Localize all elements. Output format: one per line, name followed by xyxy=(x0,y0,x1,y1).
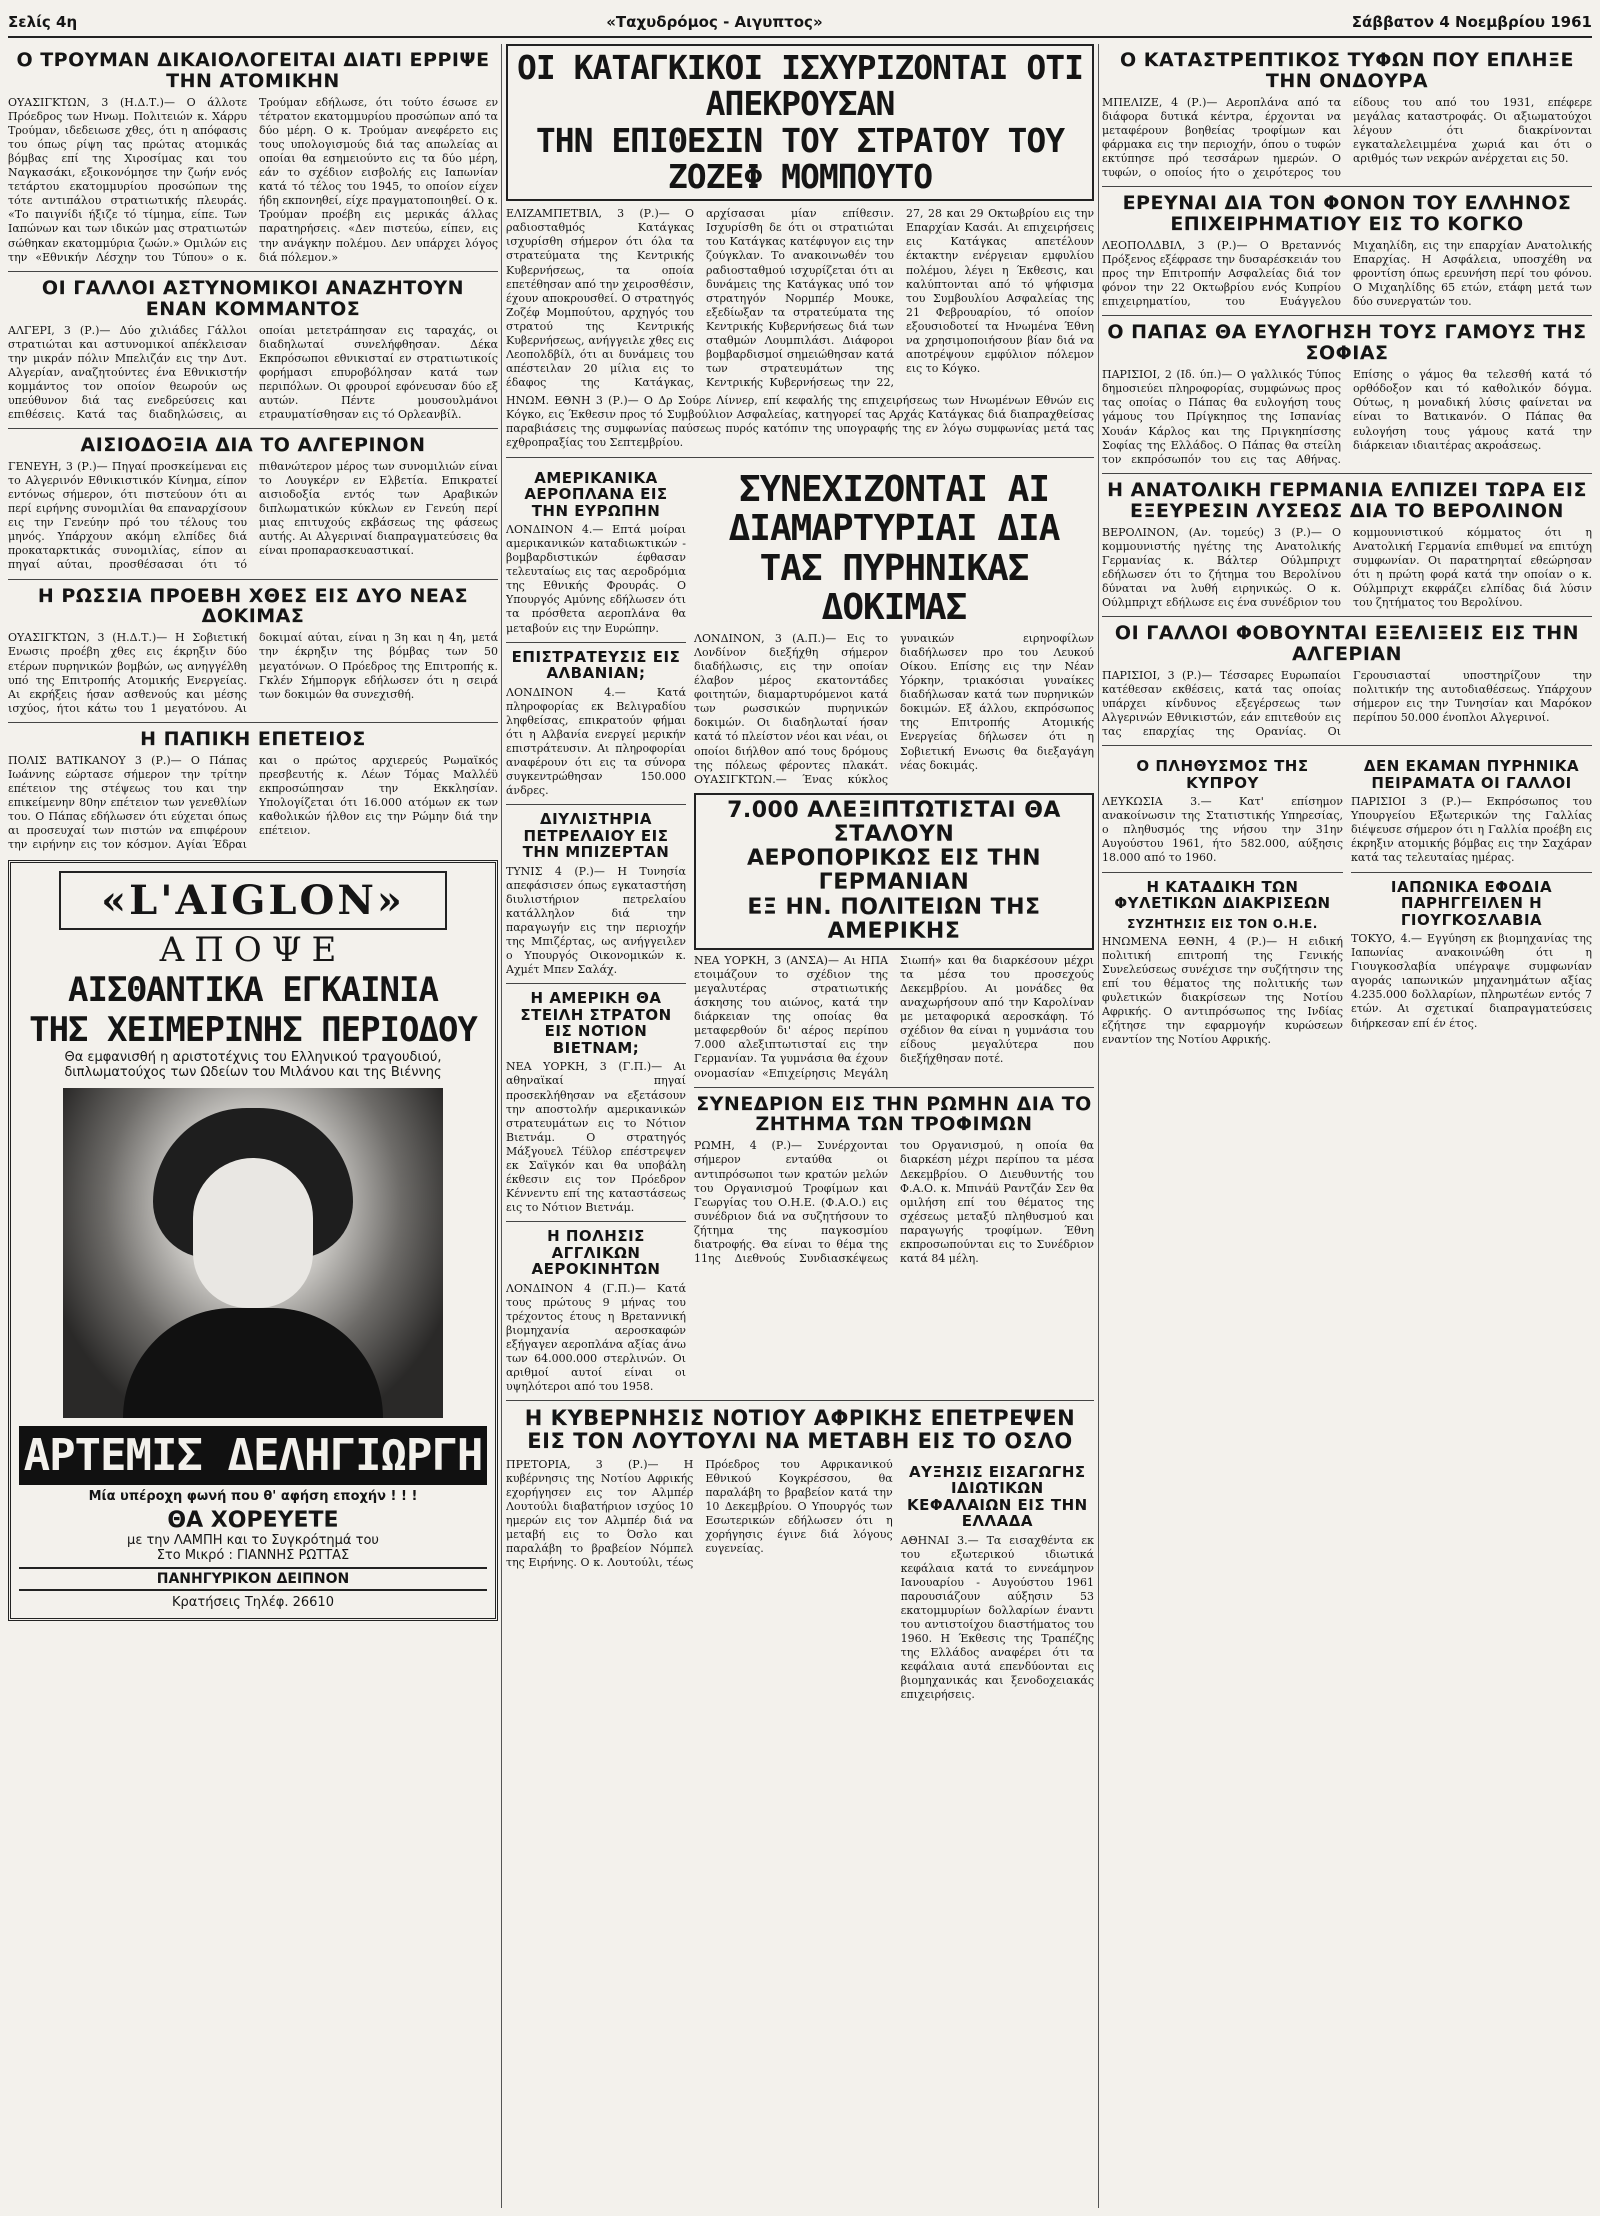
headline-french-algeria: ΟΙ ΓΑΛΛΟΙ ΦΟΒΟΥΝΤΑΙ ΕΞΕΛΙΞΕΙΣ ΕΙΣ ΤΗΝ ΑΛΓΕΡΙΑΝ xyxy=(1114,622,1580,665)
divider xyxy=(694,1087,1094,1088)
headline-refinery: ΔΙΥΛΙΣΤΗΡΙΑ ΠΕΤΡΕΛΑΙΟΥ ΕΙΣ ΤΗΝ ΜΠΙΖΕΡΤΑΝ xyxy=(522,810,670,862)
divider xyxy=(506,983,686,984)
article-vietnam: ΝΕΑ ΥΟΡΚΗ, 3 (Γ.Π.)— Αι αθηναϊκαί πηγαί προσεκλήθησαν να εξετάσουν την αποστολήν αμερικανικών στρατευμάτων εις το Νότιον Βιετνάμ. Ο στρατηγός Μάξγουελ Τέϋλορ επέστρεψεν εκ Σαϊγκόν και θα υποβάλη έκθεσιν εις τον Πρόεδρον Κέννεντυ επί της καταστάσεως εις το Νότιον Βιετνάμ. xyxy=(506,1060,686,1215)
headline-paratroopers-2: ΑΕΡΟΠΟΡΙΚΩΣ ΕΙΣ ΤΗΝ ΓΕΡΜΑΝΙΑΝ xyxy=(747,846,1041,896)
ad-voice: Μία υπέροχη φωνή που θ' αφήση εποχήν ! ! ! xyxy=(88,1489,418,1505)
divider xyxy=(8,579,498,580)
column-rule xyxy=(501,44,502,2208)
column-rule xyxy=(1098,44,1099,2208)
headline-rome-food: ΣΥΝΕΔΡΙΟΝ ΕΙΣ ΤΗΝ ΡΩΜΗΝ ΔΙΑ ΤΟ ΖΗΤΗΜΑ ΤΩΝ ΤΡΟΦΙΜΩΝ xyxy=(696,1092,1092,1136)
article-paratroopers: ΝΕΑ ΥΟΡΚΗ, 3 (ΑΝΣΑ)— Αι ΗΠΑ ετοιμάζουν το σχέδιον της μεγαλυτέρας στρατιωτικής άσκησης του αιώνος, κατά την διάρκειαν της οποίας θα μεταφερθούν δι' αέρος περίπου 7.000 αλεξιπτωτισταί εις την Γερμανίαν. Τα γυμνάσια θα έχουν ονομασίαν «Επιχείρησις Μεγάλη Σιωπή» και θα διαρκέσουν μέχρι τα μέσα του προσεχούς Δεκεμβρίου. Αι μονάδες θα αναχωρήσουν από την Καρολίναν με μεταφορικά αεροσκάφη. Τό σχέδιον θα είναι η γυμνάσια του είδους μεγαλύτερα που διεξήχθησαν ποτέ. xyxy=(694,953,1094,1080)
ad-brand: «L'AIGLON» xyxy=(59,871,447,930)
article-french-algeria: ΠΑΡΙΣΙΟΙ, 3 (Ρ.)— Τέσσαρες Ευρωπαίοι κατέθεσαν εκθέσεις, κατά τας οποίας υπάρχει κίνδυνος εξεγέρσεως των Αλγερινών Εθνικιστών, εάν επιτεθούν εις τας επαρχίας της Ορανίας. Οι Γερουσιασταί υποστηρίζουν την πολιτικήν της αυτοδιαθέσεως. Υπάρχουν σήμερον εις την Τυνησίαν και Μαρόκον περίπου 50.000 ένοπλοι Αλγερινοί. xyxy=(1102,668,1592,739)
divider xyxy=(8,722,498,723)
ad-orchestra: με την ΛΑΜΠΗ και το Συγκρότημά του xyxy=(127,1533,379,1549)
headline-greek-murder: ΕΡΕΥΝΑΙ ΔΙΑ ΤΟΝ ΦΟΝΟΝ ΤΟΥ ΕΛΛΗΝΟΣ ΕΠΙΧΕΙΡΗΜΑΤΙΟΥ ΕΙΣ ΤΟ ΚΟΓΚΟ xyxy=(1122,192,1572,236)
divider xyxy=(1102,745,1592,746)
headline-paratroopers-3: ΕΞ ΗΝ. ΠΟΛΙΤΕΙΩΝ ΤΗΣ ΑΜΕΡΙΚΗΣ xyxy=(747,894,1041,944)
divider xyxy=(1351,872,1592,873)
right-lower-row xyxy=(1102,752,1592,1047)
divider xyxy=(506,457,1094,458)
headline-french-nuclear: ΔΕΝ ΕΚΑΜΑΝ ΠΥΡΗΝΙΚΑ ΠΕΙΡΑΜΑΤΑ ΟΙ ΓΑΛΛΟΙ xyxy=(1363,757,1580,792)
divider xyxy=(8,271,498,272)
headline-papal-anniversary: Η ΠΑΠΙΚΗ ΕΠΕΤΕΙΟΣ xyxy=(140,727,366,750)
article-un-report: ΗΝΩΜ. ΕΘΝΗ 3 (Ρ.)— Ο Δρ Σούρε Λίννερ, επί κεφαλής της επιχειρήσεως των Ηνωμένων Εθνών εις Κόγκο, εις Έκθεσιν προς τό Συμβούλιον Ασφαλείας, κατηγορεί τας Αρχάς Κατάγκας διά διαπραχθείσας παραβιάσεις της συμφωνίας παύσεως πυρός κατόπιν της υπογραφής της εν λόγω συμφωνίας μετά τας εχθροπραξίας του Σεπτεμβρίου. xyxy=(506,394,1094,450)
right-lower-right xyxy=(1351,752,1592,1047)
center-right-subcolumn xyxy=(694,464,1094,1395)
main-headline-line1: ΟΙ ΚΑΤΑΓΚΙΚΟΙ ΙΣΧΥΡΙΖΟΝΤΑΙ ΟΤΙ ΑΠΕΚΡΟΥΣΑΝ xyxy=(516,48,1084,124)
headline-gallic-police: ΟΙ ΓΑΛΛΟΙ ΑΣΤΥΝΟΜΙΚΟΙ ΑΝΑΖΗΤΟΥΝ ΕΝΑΝ ΚΟΜΜΑΝΤΟΣ xyxy=(41,276,465,320)
divider xyxy=(506,1400,1094,1401)
singer-photo xyxy=(63,1088,443,1418)
ad-singer-name: ΑΡΤΕΜΙΣ ΔΕΛΗΓΙΩΡΓΗ xyxy=(19,1426,487,1485)
headline-japan-yugoslavia: ΙΑΠΩΝΙΚΑ ΕΦΟΔΙΑ ΠΑΡΗΓΓΕΙΛΕΝ Η ΓΙΟΥΓΚΟΣΛΑΒΙΑ xyxy=(1390,877,1553,929)
paratroopers-headline-box xyxy=(694,793,1094,950)
article-typhoon: ΜΠΕΛΙΖΕ, 4 (Ρ.)— Αεροπλάνα από τα διάφορα δυτικά κέντρα, έρχονται να μεταφέρουν βοηθείας τροφίμων και φάρμακα εις την περιοχήν, όπου ο τυφών εκτύπησε πρό τεσσάρων ημερών. Ο τυφών, ο οποίος ήτο ο χειρότερος του είδους του από του 1931, επέφερε μεγάλας καταστροφάς. Οι αξιωματούχοι λέγουν ότι διακρίνονται εγκαταλελειμμένα χωριά και ότι ο αριθμός των νεκρών ανέρχεται εις 50. xyxy=(1102,95,1592,180)
headline-us-planes: ΑΜΕΡΙΚΑΝΙΚΑ ΑΕΡΟΠΛΑΝΑ ΕΙΣ ΤΗΝ ΕΥΡΩΠΗΝ xyxy=(524,468,668,520)
south-africa-row xyxy=(506,1458,1094,1703)
imports-block xyxy=(901,1458,1094,1703)
ad-season: ΤΗΣ ΧΕΙΜΕΡΙΝΗΣ ΠΕΡΙΟΔΟΥ xyxy=(29,1010,477,1051)
ad-opening: ΑΙΣΘΑΝΤΙΚΑ ΕΓΚΑΙΝΙΑ xyxy=(68,970,438,1011)
article-japan-yugoslavia: ΤΟΚΥΟ, 4.— Εγγύηση εκ βιομηχανίας της Ιαπωνίας ανακοινώθη ότι η Γιουγκοσλαβία υπέγραψε συμφωνίαν αγοράς ιαπωνικών μηχανημάτων αξίας 4.235.000 δολλαρίων, πληρωτέων εντός 7 ετών. Αι σχετικαί διαπραγματεύσεις διήρκεσαν επί έν έτος. xyxy=(1351,932,1592,1030)
center-column xyxy=(506,44,1094,2208)
right-lower-left xyxy=(1102,752,1343,1047)
issue-date: Σάββατον 4 Νοεμβρίου 1961 xyxy=(1351,13,1592,31)
ad-description: Θα εμφανισθή η αριστοτέχνις του Ελληνικού τραγουδιού, διπλωματούχος των Ωδείων του Μιλάνου και της Βιέννης xyxy=(64,1050,442,1081)
ad-dinner: ΠΑΝΗΓΥΡΙΚΟΝ ΔΕΙΠΝΟΝ xyxy=(19,1567,487,1591)
article-rome-food: ΡΩΜΗ, 4 (Ρ.)— Συνέρχονται σήμερον ενταύθα οι αντιπρόσωποι των κρατών μελών του Οργανισμού Τροφίμων και Γεωργίας του Ο.Η.Ε. (Φ.Α.Ο.) εις συνέδριον διά να συζητήσουν το ζήτημα της παγκοσμίου διατροφής. Θα είναι το θέμα της 11ης Διεθνούς Συνδιασκέψεως του Οργανισμού, η οποία θα διαρκέση μέχρι περίπου τα μέσα Δεκεμβρίου. Ο Διευθυντής του Φ.Α.Ο. κ. Μπινάϋ Ραντζάν Σεν θα ομιλήση επί του θέματος της σχέσεως μεταξύ πληθυσμού και παραγωγής τροφίμων. Έθνη εκπροσωπούνται εις το Συνέδριον κατά 84 μέλη. xyxy=(694,1139,1094,1265)
ad-orchestra-small: Στο Μικρό : ΓΙΑΝΝΗΣ ΡΩΤΤΑΣ xyxy=(156,1548,350,1564)
headline-pope-wedding: Ο ΠΑΠΑΣ ΘΑ ΕΥΛΟΓΗΣΗ ΤΟΥΣ ΓΑΜΟΥΣ ΤΗΣ ΣΟΦΙΑΣ xyxy=(1107,321,1587,365)
article-pope-wedding: ΠΑΡΙΣΙΟΙ, 2 (Ιδ. ύπ.)— Ο γαλλικός Τύπος δημοσιεύει πληροφορίας, συμφώνως προς τας οποίας ο Πάπας θα ευλογήση τους γάμους του Πρίγκηπος της Ισπανίας Χουάν Κάρλος και της Πριγκηπίσσης Σοφίας της Ελλάδος. Ο Πάπας θα στείλη τον εκπρόσωπόν του εις τας Αθήνας. Επίσης ο γάμος θα τελεσθή κατά τό ορθόδοξον και τό καθολικόν δόγμα. Ούτως, η μοναδική λύσις φαίνεται να είναι το Βατικανόν. Ο Πάπας θα ευλογήση τους γάμους κατά την διάρκειαν ιδιαιτέρας ακροάσεως. xyxy=(1102,368,1592,466)
article-truman: ΟΥΑΣΙΓΚΤΩΝ, 3 (Η.Δ.Τ.)— Ο άλλοτε Πρόεδρος των Ηνωμ. Πολιτειών κ. Χάρρυ Τρούμαν, ιδεδειωσε χθες, ότι η απόφασις του όπως ρίψη τας πρώτας ατομικάς βόμβας επί της Χιροσίμας και του Ναγκασάκι, εξοικονόμησε την ζωήν ενός τετάρτου εκατομμυρίου προσώπων της τότε αντιπάλου στρατιωτικής πλευράς. «Το παιγνίδι ήξιζε τό τίμημα, είπε. Των Ιαπώνων και των ιδικών μας στρατιωτών σώθηκαν εκατομμύρια ζωών.» Ομιλών εις την «Εθνικήν Λέσχην του Τύπου» ο κ. Τρούμαν εδήλωσε, ότι τούτο έσωσε εν τέτρατον εκατομμυρίου προσώπων από τα δύο μέρη. Ο κ. Τρούμαν ανεφέρετο εις τους υπολογισμούς διά τας απωλείας αι οποίαι θα εσημειούντο εις τα δύο μέρη, εάν το σχέδιον εισβολής εις Ιαπωνίαν κατά τό τέλος του 1945, το οποίον είχεν ήδη εκπονηθεί, είχε πραγματοποιηθεί. Ο κ. Τρούμαν προέβη εις μερικάς άλλας παρατηρήσεις. «Δεν πιστεύω, είπεν, εις την ανάγκην πολέμου. Δεν υπάρχει λόγος διά πόλεμον.» xyxy=(8,95,498,264)
article-south-africa: ΠΡΕΤΟΡΙΑ, 3 (Ρ.)— Η κυβέρνησις της Νοτίου Αφρικής εχορήγησεν εις τον Αλμπέρ Λουτούλι διαβατήριον ισχύος 10 ημερών εις τον Αλμπέρ διά να μεταβή εις το Όσλο και παραλάβη το βραβείον Νόμπελ της Ειρήνης. Ο κ. Λουτούλι, τέως Πρόεδρος του Αφρικανικού Εθνικού Κογκρέσσου, θα παραλάβη το βραβείον κατά την 10 Δεκεμβρίου. Ο Υπουργός των Εσωτερικών εδήλωσεν ότι η χορήγησις έγινε διά λόγους ευγενείας. xyxy=(506,1457,893,1570)
article-greek-murder: ΛΕΟΠΟΛΔΒΙΛ, 3 (Ρ.)— Ο Βρεταννός Πρόξενος εξέφρασε την δυσαρέσκειάν του προς την Επιτροπήν Ασφαλείας διά τον φόνον την 22 Οκτωβρίου ενός Κυπρίου επιχειρηματίου, του Ευάγγελου Μιχαηλίδη, εις την επαρχίαν Ανατολικής Επαρχίας. Η Ασφάλεια, υποσχέθη να φροντίση όπως ερευνήση περί του φόνου. Ο Μιχαηλίδης 65 ετών, ετάφη μετά των δύο συνεργατών του. xyxy=(1102,239,1592,309)
page-number: Σελίς 4η xyxy=(8,13,78,31)
divider xyxy=(8,428,498,429)
divider xyxy=(1102,186,1592,187)
article-algeria-optimism: ΓΕΝΕΥΗ, 3 (Ρ.)— Πηγαί προσκείμεναι εις το Αλγερινόν Εθνικιστικόν Κίνημα, είπον εντόνως σήμερον, ότι πιστεύουν ότι αι περί ειρήνης συνομιλίαι θα επαναρχίσουν εις την Γενεύην πρό του τέλους του μηνός. Υπάρχουν ακόμη ελπίδες διά προκαταρκτικάς συνομιλίας, είπον αι πηγαί αύται, προσθέσασαι ότι τό πιθανώτερον μέρος των συνομιλιών είναι το Λουγκέρν εν Ελβετία. Επικρατεί αισιοδοξία εντός των Αραβικών διπλωματικών κύκλων εν Γενεύη περί μιας επιτυχούς εκβάσεως της φάσεως αυτής. Αι Αλγεριναί διαπραγματεύσεις θα είναι προπαρασκευαστικαί. xyxy=(8,459,498,572)
divider xyxy=(506,1221,686,1222)
article-refinery: ΤΥΝΙΣ 4 (Ρ.)— Η Τυνησία απεφάσισεν όπως εγκαταστήση διυλιστήριον πετρελαίου κατάλληλον διά την παραγωγήν εις την περιοχήν της Μπιζέρτας, ως ανήγγειλεν ο Υπουργός Οικονομικών κ. Αχμέτ Μπεν Σαλάχ. xyxy=(506,864,686,977)
article-french-nuclear: ΠΑΡΙΣΙΟΙ 3 (Ρ.)— Εκπρόσωπος του Υπουργείου Εξωτερικών της Γαλλίας διέψευσε σήμερον ότι η Γαλλία προέβη εις έκρηξιν ατομικής βόμβας εις την Σαχάραν κατά τας τελευταίας ημέρας. xyxy=(1351,795,1592,865)
ad-tonight: ΑΠΟΨΕ xyxy=(159,930,347,971)
headline-cyprus-population: Ο ΠΛΗΘΥΣΜΟΣ ΤΗΣ ΚΥΠΡΟΥ xyxy=(1136,757,1309,792)
article-east-germany: ΒΕΡΟΛΙΝΟΝ, (Αν. τομεύς) 3 (Ρ.)— Ο κομμουνιστής ηγέτης της Ανατολικής Γερμανίας κ. Βάλτερ Ούλμπριχτ εδήλωσεν ότι το ζήτημα του Βερολίνου δύναται να λυθή ειρηνικώς. Ο κ. Ούλμπριχτ εδήλωσε εις ένα συνέδριον του κομμουνιστικού κόμματος ότι η Ανατολική Γερμανία επιθυμεί να επιτύχη συμφωνίαν. Οι παρατηρηταί εθεώρησαν ότι η πρώτη φορά κατά την οποίαν ο κ. Ούλμπριχτ εκφράζει ελπίδας διά λύσιν του ζητήματος του Βερολίνου. xyxy=(1102,525,1592,609)
article-aircraft-sales: ΛΟΝΔΙΝΟΝ 4 (Γ.Π.)— Κατά τους πρώτους 9 μήνας του τρέχοντος έτους η Βρεταννική βιομηχανία αεροσκαφών εξήγαγεν αεροπλάνα αξίας άνω των 64.000.000 στερλινών. Οι αριθμοί αυτοί είναι οι υψηλότεροι από του 1958. xyxy=(506,1281,686,1394)
headline-imports: ΑΥΞΗΣΙΣ ΕΙΣΑΓΩΓΗΣ ΙΔΙΩΤΙΚΩΝ ΚΕΦΑΛΑΙΩΝ ΕΙΣ ΤΗΝ ΕΛΛΑΔΑ xyxy=(906,1462,1088,1531)
headline-algeria-optimism: ΑΙΣΙΟΔΟΞΙΑ ΔΙΑ ΤΟ ΑΛΓΕΡΙΝΟΝ xyxy=(80,434,426,457)
headline-albania: ΕΠΙΣΤΡΑΤΕΥΣΙΣ ΕΙΣ ΑΛΒΑΝΙΑΝ; xyxy=(511,647,681,683)
ad-dance: ΘΑ ΧΟΡΕΥΕΤΕ xyxy=(167,1508,339,1534)
newspaper-name: «Ταχυδρόμος - Αιγυπτος» xyxy=(606,13,823,31)
main-headline-box xyxy=(506,44,1094,201)
left-column xyxy=(8,44,498,2208)
center-left-subcolumn xyxy=(506,464,686,1395)
headline-east-germany: Η ΑΝΑΤΟΛΙΚΗ ΓΕΡΜΑΝΙΑ ΕΛΠΙΖΕΙ ΤΩΡΑ ΕΙΣ ΕΞΕΥΡΕΣΙΝ ΛΥΣΕΩΣ ΔΙΑ ΤΟ ΒΕΡΟΛΙΝΟΝ xyxy=(1107,478,1587,522)
headline-aircraft-sales: Η ΠΟΛΗΣΙΣ ΑΓΓΛΙΚΩΝ ΑΕΡΟΚΙΝΗΤΩΝ xyxy=(531,1227,661,1279)
article-imports: ΑΘΗΝΑΙ 3.— Τα εισαχθέντα εκ του εξωτερικού ιδιωτικά κεφάλαια κατά το εννεάμηνον Ιανουαρίου - Αυγούστου 1961 παρουσιάζουν αύξησιν 53 εκατομμυρίων δολλαρίων έναντι του αντιστοίχου διαστήματος του 1960. Η Έκθεσις της Τραπέζης της Ελλάδος αναφέρει ότι τα κεφάλαια αυτά επενδύονται εις βιομηχανικάς και ξενοδοχειακάς επιχειρήσεις. xyxy=(900,1533,1094,1702)
article-protests: ΛΟΝΔΙΝΟΝ, 3 (Α.Π.)— Εις το Λονδίνον διεξήχθη σήμερον διαδήλωσις, εις την οποίαν έλαβον μέρος εκατοντάδες φοιτητών, διαμαρτυρόμενοι κατά των ρωσσικών πυρηνικών δοκιμών. Οι διαδηλωταί ήσαν κατά τό πλείστον νέοι και νέαι, οι οποίοι διήλθον από τους δρόμους της πόλεως φέροντες πλακάτ. ΟΥΑΣΙΓΚΤΩΝ.— Ένας κύκλος γυναικών ειρηνοφίλων διαδήλωσεν προ του Λευκού Οίκου. Επίσης εις την Νέαν Υόρκην, τριακόσιαι γυναίκες διαδήλωσαν κατά των πυρηνικών δοκιμών. Εξ άλλου, εκπρόσωπος της Επιτροπής Ατομικής Ενεργείας δήλωσεν ότι η Σοβιετική Ενωσις θα διεξαγάγη νέας δοκιμάς. xyxy=(694,631,1094,786)
article-papal-anniversary: ΠΟΛΙΣ ΒΑΤΙΚΑΝΟΥ 3 (Ρ.)— Ο Πάπας Ιωάννης εώρτασε σήμερον την τρίτην επέτειον της στέψεως του και την επικείμενην 80ην επέτειον των γενεθλίων του. Ο Πάπας εδήλωσεν ότι εύχεται όπως αι προσευχαί των πιστών να επιφέρουν την ειρήνην εις τον κόσμον. Αγίαι Έδραι και ο πρώτος αρχιερεύς Ρωμαϊκός πρεσβευτής κ. Λέων Τόμας Μαλλέϋ εκπροσώπησαν την Εκκλησίαν. Υπολογίζεται ότι 16.000 ατόμων εκ των καθολικών ήλθον εις την Ρώμην διά την επέτειον. xyxy=(8,753,498,852)
ad-telephone: Κρατήσεις Τηλέφ. 26610 xyxy=(172,1595,334,1611)
main-headline-line2: ΤΗΝ ΕΠΙΘΕΣΙΝ ΤΟΥ ΣΤΡΑΤΟΥ ΤΟΥ ΖΟΖΕΦ ΜΟΜΠΟΥΤΟ xyxy=(535,120,1065,196)
divider xyxy=(1102,872,1343,873)
subhead-racial: ΣΥΖΗΤΗΣΙΣ ΕΙΣ ΤΟΝ Ο.Η.Ε. xyxy=(1127,916,1318,931)
article-katanga: ΕΛΙΖΑΜΠΕΤΒΙΛ, 3 (Ρ.)— Ο ραδιοσταθμός Κατάγκας ισχυρίσθη σήμερον ότι όλα τα στρατεύματα της Κεντρικής Κυβερνήσεως, τα οποία επετέθησαν από την χειροσθέσιν, έχουν αποκρουσθεί. Ο στρατηγός Ζοζέφ Μομπούτου, αρχηγός του στρατού της Κεντρικής Κυβερνήσεως, ανήγγειλε χθες εις Λεοπολδβίλ, ότι αι δυνάμεις του απέστειλαν 20 μίλια εις το έδαφος της Κατάγκας, αρχίσασαι μίαν επίθεσιν. Ισχυρίσθη δε ότι οι στρατιώται του Κατάγκας κατέφυγον εις την ζούγκλαν. Το ανακοινωθέν του ραδιοσταθμού ισχυρίζεται ότι αι δυνάμεις της Κατάγκας υπό τον στρατηγόν Νορμπέρ Μουκε, εξεδίωξαν τα στρατεύματα της Κεντρικής Κυβερνήσεως διά των σταθμών Λουμπιλάσι. Διάφοροι βομβαρδισμοί σημειώθησαν κατά των στρατευμάτων της Κεντρικής Κυβερνήσεως την 22, 27, 28 και 29 Οκτωβρίου εις την Επαρχίαν Κασάι. Αι επιχειρήσεις εις Κατάγκας απετέλουν έκτακτην ενέργειαν εμφυλίου πολέμου, λέγει η Έκθεσις, και καλύπτονται από τό ψήφισμα του Συμβουλίου Ασφαλείας της 21 Φεβρουαρίου, τό οποίον εξουσιοδοτεί τα Ηνωμένα Έθνη να χρησιμοποιήσουν βίαν διά να αποτρέψουν εμφύλιον πόλεμον εις το Κόγκο. xyxy=(506,207,1094,390)
headline-protests: ΣΥΝΕΧΙΖΟΝΤΑΙ ΑΙ ΔΙΑΜΑΡΤΥΡΙΑΙ ΔΙΑ ΤΑΣ ΠΥΡΗΝΙΚΑΣ ΔΟΚΙΜΑΣ xyxy=(728,468,1060,629)
headline-south-africa: Η ΚΥΒΕΡΝΗΣΙΣ ΝΟΤΙΟΥ ΑΦΡΙΚΗΣ ΕΠΕΤΡΕΨΕΝ ΕΙΣ ΤΟΝ ΛΟΥΤΟΥΛΙ ΝΑ ΜΕΤΑΒΗ ΕΙΣ ΤΟ ΟΣΛΟ xyxy=(524,1406,1076,1454)
divider xyxy=(1102,315,1592,316)
divider xyxy=(1102,473,1592,474)
article-racial: ΗΝΩΜΕΝΑ ΕΘΝΗ, 4 (Ρ.)— Η ειδική πολιτική επιτροπή της Γενικής Συνελεύσεως συνέχισε την συζήτησιν της επί του θέματος της πολιτικής των φυλετικών διακρίσεων της Νοτίου Αφρικής. Ο αντιπρόσωπος της Ινδίας εζήτησε την εφαρμογήν κυρώσεων εναντίον της Νοτίου Αφρικής. xyxy=(1102,934,1343,1047)
right-column xyxy=(1102,44,1592,2208)
divider xyxy=(506,642,686,643)
aiglon-advertisement xyxy=(8,860,498,1621)
headline-vietnam: Η ΑΜΕΡΙΚΗ ΘΑ ΣΤΕΙΛΗ ΣΤΡΑΤΟΝ ΕΙΣ ΝΟΤΙΟΝ ΒΙΕΤΝΑΜ; xyxy=(520,989,672,1057)
article-cyprus-population: ΛΕΥΚΩΣΙΑ 3.— Κατ' επίσημον ανακοίνωσιν της Στατιστικής Υπηρεσίας, ο πληθυσμός της νήσου την 31ην Αυγούστου 1961, ήτο 582.000, αύξησις 18.000 από το 1960. xyxy=(1102,795,1343,865)
masthead xyxy=(8,8,1592,38)
headline-paratroopers-1: 7.000 ΑΛΕΞΙΠΤΩΤΙΣΤΑΙ ΘΑ ΣΤΑΛΟΥΝ xyxy=(727,797,1061,847)
divider xyxy=(506,804,686,805)
article-russia-tests: ΟΥΑΣΙΓΚΤΩΝ, 3 (Η.Δ.Τ.)— Η Σοβιετική Ενωσις προέβη χθες εις έκρηξιν δύο ετέρων πυρηνικών βομβών, ως ανηγγέλθη υπό της Επιτροπής Ατομικής Ενεργείας. Αι εκρήξεις ήσαν ασθενούς και μέσης ισχύος, ήτοι κάτω του 1 μεγατόνου. Αι δοκιμαί αύται, είναι η 3η και η 4η, μετά την έκρηξιν της βόμβας των 50 μεγατόνων. Ο Πρόεδρος της Επιτροπής κ. Γκλέν Σήμποργκ εδήλωσεν ότι η σειρά των δοκιμών θα συνεχισθή. xyxy=(8,631,498,715)
article-us-planes: ΛΟΝΔΙΝΟΝ 4.— Επτά μοίραι αμερικανικών καταδιωκτικών - βομβαρδιστικών έφθασαν τελευταίως εις τας αεροδρόμια της Εθνικής Φρουράς. Ο Υπουργός Αμύνης εδήλωσεν ότι τα πρόσθετα αεροπλάνα θα μεταβούν εις την Ευρώπην. xyxy=(506,523,686,635)
article-albania: ΛΟΝΔΙΝΟΝ 4.— Κατά πληροφορίας εκ Βελιγραδίου ληφθείσας, επικρατούν φήμαι ότι η Αλβανία ενεργεί μερικήν επιστράτευσιν. Αι πληροφορίαι αναφέρουν ότι εις τα σύνορα συγκεντρώθησαν 150.000 άνδρες. xyxy=(506,685,686,798)
divider xyxy=(1102,616,1592,617)
headline-truman: Ο ΤΡΟΥΜΑΝ ΔΙΚΑΙΟΛΟΓΕΙΤΑΙ ΔΙΑΤΙ ΕΡΡΙΨΕ ΤΗΝ ΑΤΟΜΙΚΗΝ xyxy=(16,49,490,92)
headline-typhoon: Ο ΚΑΤΑΣΤΡΕΠΤΙΚΟΣ ΤΥΦΩΝ ΠΟΥ ΕΠΛΗΞΕ ΤΗΝ ΟΝΔΟΥΡΑ xyxy=(1119,49,1575,92)
headline-racial: Η ΚΑΤΑΔΙΚΗ ΤΩΝ ΦΥΛΕΤΙΚΩΝ ΔΙΑΚΡΙΣΕΩΝ xyxy=(1114,877,1331,913)
headline-russia-tests: Η ΡΩΣΣΙΑ ΠΡΟΕΒΗ ΧΘΕΣ ΕΙΣ ΔΥΟ ΝΕΑΣ ΔΟΚΙΜΑΣ xyxy=(37,584,469,628)
article-gallic-police: ΑΛΓΕΡΙ, 3 (Ρ.)— Δύο χιλιάδες Γάλλοι στρατιώται και αστυνομικοί απέκλεισαν την μικράν πόλιν Μπελιζάν εις την Δυτ. Αλγερίαν, αναζητούντες ένα Εθνικιστήν κομμάντος τον οποίον θεωρούν ως υπεύθυνον διά τας ενεδρεύσεις και επιθέσεις. Κατά τας διαδηλώσεις, αι οποίαι μετετράπησαν εις ταραχάς, οι διαδηλωταί συνελήφθησαν. Δέκα Εκπρόσωποι εθνικισταί εν στρατιωτικοίς φορήμασι επυροβόλησαν κατά των περιπόλων. Οι φρουροί εφόνευσαν δύο εξ αυτών. Πέντε μουσουλμάνοι ετραυματίσθησαν εις τό Ορλεανβίλ. xyxy=(8,323,498,421)
center-lower-row xyxy=(506,464,1094,1395)
